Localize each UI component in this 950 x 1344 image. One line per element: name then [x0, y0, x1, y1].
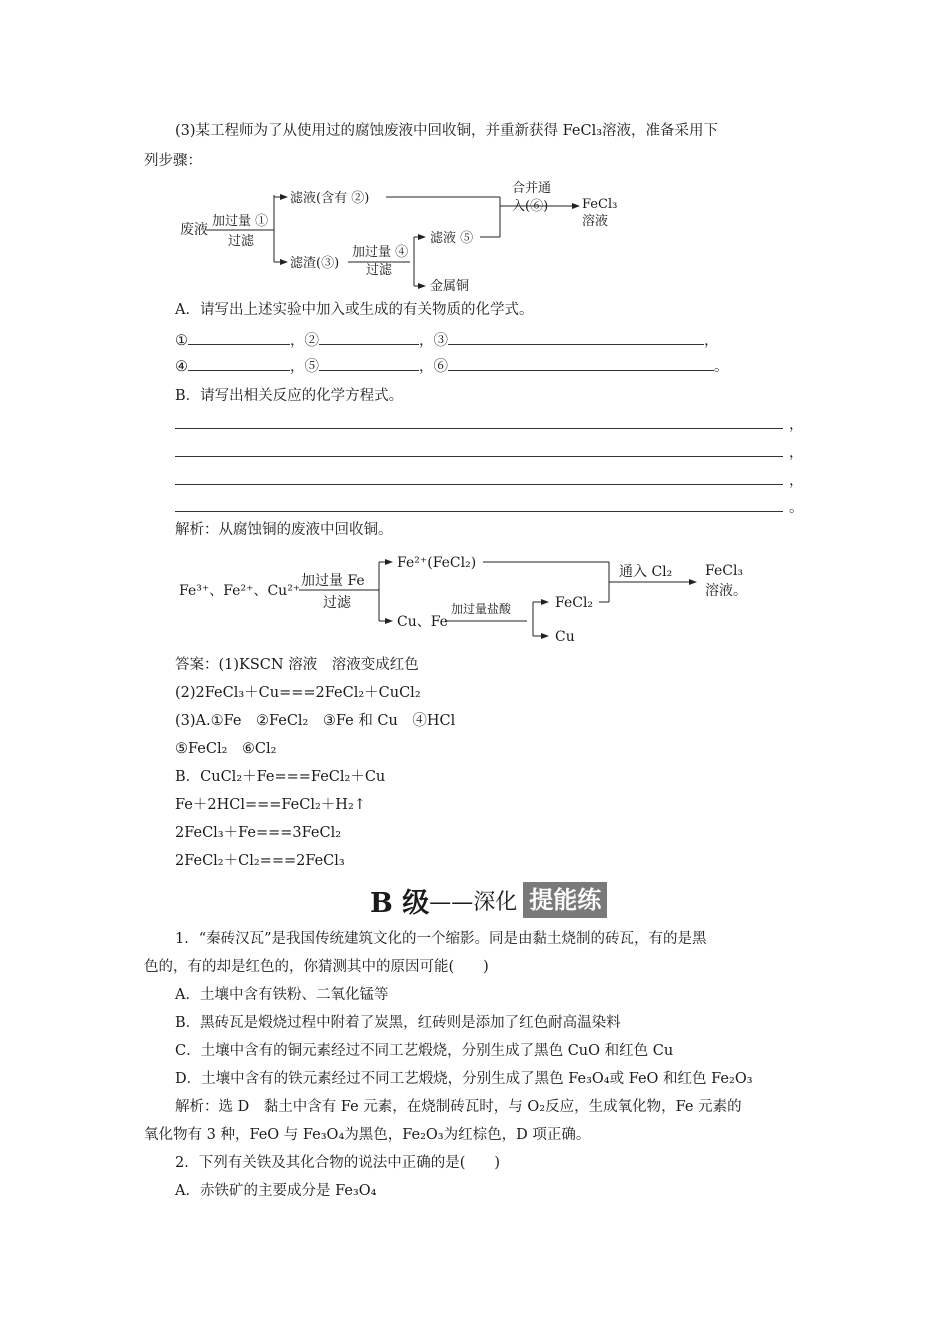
equation-line-4[interactable] — [175, 511, 783, 512]
question-1-option-d: D．土壤中含有的铁元素经过不同工艺煅烧，分别生成了黑色 Fe₃O₄或 FeO 和红色 Fe₂O₃ — [175, 1071, 753, 1087]
analysis-flow-diagram — [175, 545, 775, 650]
answer-line-6: Fe＋2HCl===FeCl₂＋H₂↑ — [175, 797, 366, 813]
q3-intro-line2: 列步骤： — [144, 153, 202, 169]
blank-label-3: ，③ — [419, 333, 448, 349]
section-level: B 级 — [370, 887, 430, 919]
cu-label: Cu — [555, 629, 575, 645]
section-heading — [370, 880, 607, 920]
fecl3-product-label: FeCl₃ — [705, 563, 744, 579]
q3-intro-line1: (3)某工程师为了从使用过的腐蚀废液中回收铜，并重新获得 FeCl₃溶液，准备采用下 — [175, 123, 719, 139]
filtrate-1-label: 滤液(含有 ②) — [290, 191, 370, 206]
combine-label-a: 合并通 — [512, 181, 552, 196]
question-1-option-b: B．黑砖瓦是煅烧过程中附着了炭黑，红砖则是添加了红色耐高温染料 — [175, 1015, 621, 1031]
question-1-line-1: 1．“秦砖汉瓦”是我国传统建筑文化的一个缩影。同是由黏土烧制的砖瓦，有的是黑 — [175, 931, 707, 947]
answer-line-8: 2FeCl₂＋Cl₂===2FeCl₃ — [175, 853, 345, 869]
analysis-text: 解析：从腐蚀铜的废液中回收铜。 — [175, 522, 393, 538]
part-a-row-2 — [175, 356, 729, 377]
blank-label-1: ① — [175, 333, 188, 349]
answer-blank-2[interactable] — [319, 330, 419, 345]
residue-label: 滤渣(③) — [290, 256, 340, 271]
row-2-end: 。 — [714, 359, 729, 375]
blank-label-4: ④ — [175, 359, 188, 375]
question-2-option-a: A．赤铁矿的主要成分是 Fe₃O₄ — [175, 1183, 377, 1199]
answer-line-5: B．CuCl₂＋Fe===FeCl₂＋Cu — [175, 769, 386, 785]
filtrate-5-label: 滤液 ⑤ — [430, 231, 474, 246]
answer-line-7: 2FeCl₃＋Fe===3FeCl₂ — [175, 825, 342, 841]
add-excess-1-label: 加过量 ① — [212, 214, 269, 229]
equation-line-3[interactable] — [175, 484, 783, 485]
answer-line-4: ⑤FeCl₂ ⑥Cl₂ — [175, 741, 277, 757]
answer-blank-4[interactable] — [188, 356, 290, 371]
cu-fe-mix-label: Cu、Fe — [397, 614, 448, 630]
waste-liquid-label: 废液 — [180, 222, 208, 238]
equation-line-4-end: 。 — [789, 500, 804, 516]
question-1-analysis-1: 解析：选 D 黏土中含有 Fe 元素，在烧制砖瓦时，与 O₂反应，生成氧化物，Fe 元素的 — [175, 1099, 742, 1115]
row-1-end: ， — [704, 333, 719, 349]
product-solution-label: 溶液 — [582, 214, 609, 229]
question-1-analysis-2: 氧化物有 3 种，FeO 与 Fe₃O₄为黑色，Fe₂O₃为红棕色，D 项正确。 — [144, 1127, 591, 1143]
metal-copper-label: 金属铜 — [430, 279, 470, 294]
blank-label-2: ，② — [290, 333, 319, 349]
section-subtitle: ——深化 — [429, 889, 518, 915]
ferrous-label: Fe²⁺(FeCl₂) — [397, 555, 477, 571]
answer-blank-6[interactable] — [448, 356, 714, 371]
add-excess-fe-label: 加过量 Fe — [301, 573, 365, 589]
blank-label-5: ，⑤ — [290, 359, 319, 375]
filter-label: 过滤 — [323, 595, 351, 611]
filter-2-label: 过滤 — [366, 263, 393, 278]
section-badge: 提能练 — [523, 882, 607, 918]
equation-line-3-end: ， — [789, 473, 804, 489]
fecl2-label: FeCl₂ — [555, 595, 594, 611]
combine-label-b: 入(⑥) — [512, 199, 549, 214]
answer-line-3: (3)A.①Fe ②FeCl₂ ③Fe 和 Cu ④HCl — [175, 713, 456, 729]
solution-product-label: 溶液。 — [705, 583, 747, 599]
add-hcl-label: 加过量盐酸 — [451, 602, 512, 616]
add-excess-4-label: 加过量 ④ — [352, 245, 409, 260]
add-cl2-label: 通入 Cl₂ — [619, 564, 673, 580]
answer-blank-5[interactable] — [319, 356, 419, 371]
filter-1-label: 过滤 — [228, 234, 255, 249]
answer-blank-3[interactable] — [448, 330, 704, 345]
question-1-option-a: A．土壤中含有铁粉、二氧化锰等 — [175, 987, 389, 1003]
blank-label-6: ，⑥ — [419, 359, 448, 375]
recovery-flow-diagram — [170, 178, 650, 298]
product-fecl3-label: FeCl₃ — [582, 197, 618, 212]
ions-label: Fe³⁺、Fe²⁺、Cu²⁺ — [179, 583, 301, 599]
question-1-line-2: 色的，有的却是红色的，你猜测其中的原因可能( ) — [144, 959, 489, 975]
equation-line-2-end: ， — [789, 445, 804, 461]
answer-line-1: 答案：(1)KSCN 溶液 溶液变成红色 — [175, 657, 419, 673]
answer-line-2: (2)2FeCl₃＋Cu===2FeCl₂＋CuCl₂ — [175, 685, 421, 701]
question-2-stem: 2．下列有关铁及其化合物的说法中正确的是( ) — [175, 1155, 501, 1171]
part-b-prompt: B．请写出相关反应的化学方程式。 — [175, 388, 404, 404]
question-1-option-c: C．土壤中含有的铜元素经过不同工艺煅烧，分别生成了黑色 CuO 和红色 Cu — [175, 1043, 674, 1059]
part-a-row-1 — [175, 330, 719, 351]
equation-line-1-end: ， — [789, 417, 804, 433]
answer-blank-1[interactable] — [188, 330, 290, 345]
equation-line-2[interactable] — [175, 456, 783, 457]
part-a-prompt: A．请写出上述实验中加入或生成的有关物质的化学式。 — [175, 302, 534, 318]
equation-line-1[interactable] — [175, 428, 783, 429]
